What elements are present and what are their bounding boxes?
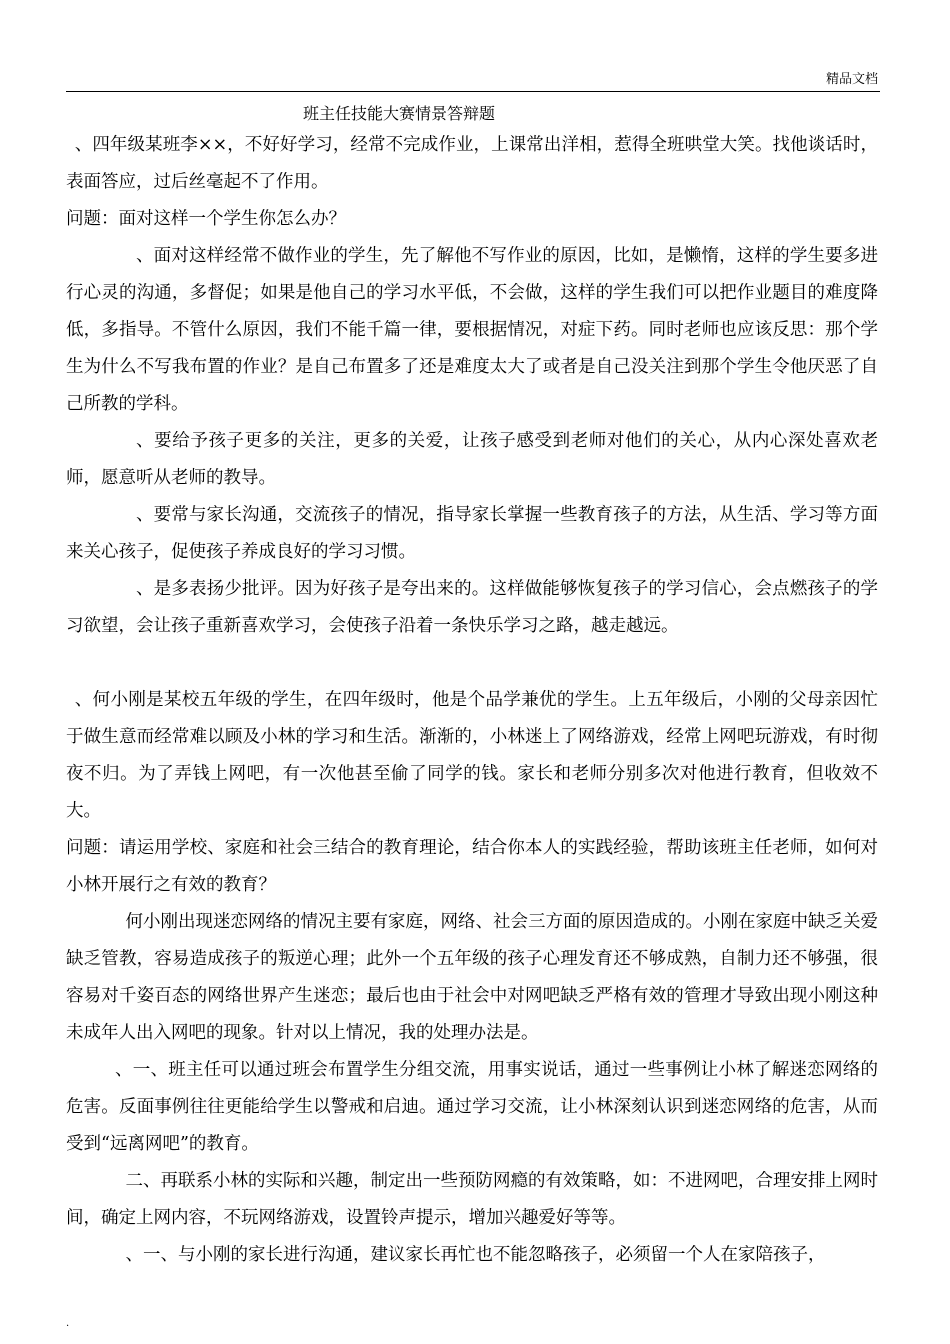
document-title: 班主任技能大赛情景答辩题: [303, 104, 496, 123]
header-label: 精品文档: [825, 72, 878, 87]
case2-measure-1: 、一、班主任可以通过班会布置学生分组交流，用事实说话，通过一些事例让小林了解迷恋网络的危害。反面事例往往更能给学生以警戒和启迪。通过学习交流，让小林深刻认识到迷恋网络的危害，从而受到“远离网吧”的教育。: [66, 1060, 878, 1154]
case1-answer-3: 、要常与家长沟通，交流孩子的情况，指导家长掌握一些教育孩子的方法，从生活、学习等方面来关心孩子，促使孩子养成良好的学习习惯。: [66, 505, 878, 562]
document-body: [66, 127, 878, 1274]
case2-question: 问题：请运用学校、家庭和社会三结合的教育理论，结合你本人的实践经验，帮助该班主任老师，如何对小林开展行之有效的教育？: [66, 838, 878, 895]
case1-answer-2: 、要给予孩子更多的关注，更多的关爱，让孩子感受到老师对他们的关心，从内心深处喜欢老师，愿意听从老师的教导。: [66, 431, 878, 488]
case2-measure-2: 二、再联系小林的实际和兴趣，制定出一些预防网瘾的有效策略，如：不进网吧，合理安排上网时间，确定上网内容，不玩网络游戏，设置铃声提示，增加兴趣爱好等等。: [66, 1171, 878, 1228]
case1-answer-1: 、面对这样经常不做作业的学生，先了解他不写作业的原因，比如，是懒惰，这样的学生要多进行心灵的沟通，多督促；如果是他自己的学习水平低，不会做，这样的学生我们可以把作业题目的难度降低，多指导。不管什么原因，我们不能千篇一律，要根据情况，对症下药。同时老师也应该反思：那个学生为什么不写我布置的作业？是自己布置多了还是难度太大了或者是自己没关注到那个学生令他厌恶了自己所教的学科。: [66, 246, 878, 414]
case1-question: 问题：面对这样一个学生你怎么办？: [66, 209, 346, 229]
case1-answer-4: 、是多表扬少批评。因为好孩子是夸出来的。这样做能够恢复孩子的学习信心，会点燃孩子的学习欲望，会让孩子重新喜欢学习，会使孩子沿着一条快乐学习之路，越走越远。: [66, 579, 878, 636]
footer-mark: .: [66, 1318, 70, 1329]
case2-analysis: 何小刚出现迷恋网络的情况主要有家庭，网络、社会三方面的原因造成的。小刚在家庭中缺乏关爱缺乏管教，容易造成孩子的叛逆心理；此外一个五年级的孩子心理发育还不够成熟，自制力还不够强，很容易对千姿百态的网络世界产生迷恋；最后也由于社会中对网吧缺乏严格有效的管理才导致出现小刚这种未成年人出入网吧的现象。针对以上情况，我的处理办法是。: [66, 912, 878, 1043]
header-rule: [66, 91, 880, 92]
case2-measure-3: 、一、与小刚的家长进行沟通，建议家长再忙也不能忽略孩子，必须留一个人在家陪孩子，: [125, 1245, 826, 1265]
case2-scenario: 、何小刚是某校五年级的学生，在四年级时，他是个品学兼优的学生。上五年级后，小刚的父母亲因忙于做生意而经常难以顾及小林的学习和生活。渐渐的，小林迷上了网络游戏，经常上网吧玩游戏，有时彻夜不归。为了弄钱上网吧，有一次他甚至偷了同学的钱。家长和老师分别多次对他进行教育，但收效不大。: [66, 690, 878, 821]
case1-scenario: 、四年级某班李××，不好好学习，经常不完成作业，上课常出洋相，惹得全班哄堂大笑。找他谈话时，表面答应，过后丝毫起不了作用。: [66, 135, 878, 192]
